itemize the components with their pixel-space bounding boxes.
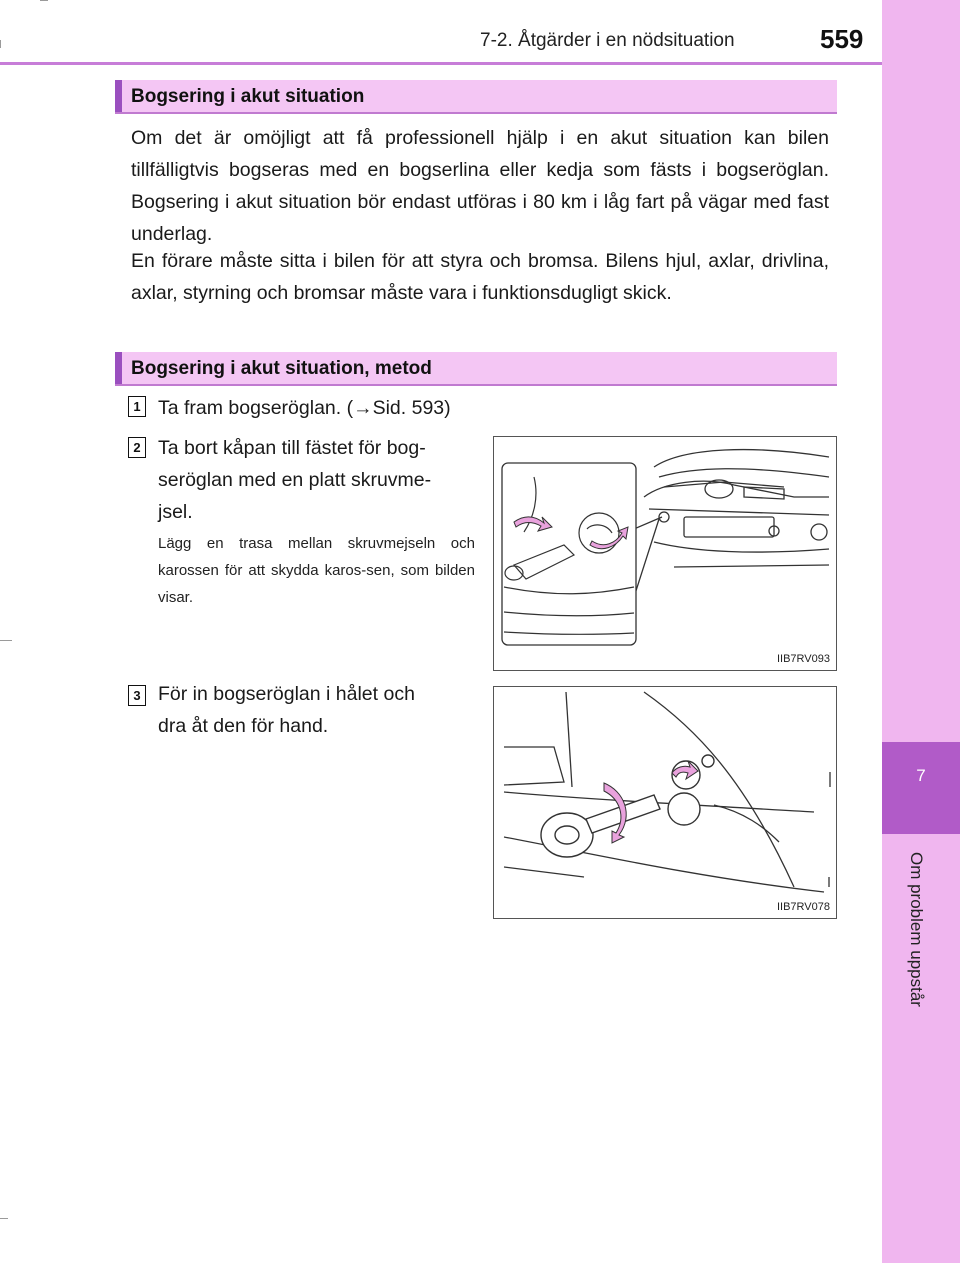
- chapter-number: 7: [916, 766, 926, 785]
- chapter-title: Om problem uppstår: [907, 852, 926, 1007]
- header-rule: [0, 62, 882, 65]
- crop-mark: [0, 40, 1, 48]
- crop-mark: [0, 640, 12, 641]
- body-paragraph: En förare måste sitta i bilen för att styra och bromsa. Bilens hjul, axlar, drivlina, axlar, styrning och bromsar måste vara i funktionsdugligt skick.: [131, 250, 829, 304]
- header-section-title: 7-2. Åtgärder i en nödsituation: [480, 30, 735, 51]
- section-heading: [115, 352, 837, 386]
- section-heading-accent: [115, 80, 122, 112]
- step-text: För in bogseröglan i hålet och dra åt den för hand.: [158, 683, 415, 737]
- figure-install-tow-eyelet: [493, 686, 837, 919]
- page-number: 559: [820, 24, 864, 54]
- step-number: 2: [128, 437, 146, 458]
- chapter-number-box: [882, 742, 960, 834]
- chapter-tab-strip: [882, 0, 960, 1263]
- step-text: Ta fram bogseröglan. (→Sid. 593): [158, 397, 451, 419]
- tow-eyelet-illustration: [494, 687, 837, 919]
- crop-mark: [0, 1218, 8, 1219]
- crop-mark: [40, 0, 48, 1]
- figure-id: IIB7RV078: [776, 901, 830, 913]
- step-note: Lägg en trasa mellan skruvmejseln och karossen för att skydda karos-sen, som bilden visar.: [158, 535, 475, 606]
- section-heading-text: Bogsering i akut situation: [131, 86, 365, 107]
- step-number: 1: [128, 396, 146, 417]
- section-heading-text: Bogsering i akut situation, metod: [131, 358, 432, 379]
- figure-id: IIB7RV093: [776, 653, 830, 665]
- section-heading: [115, 80, 837, 114]
- body-paragraph: Om det är omöjligt att få professionell hjälp i en akut situation kan bilen tillfälligtvis bogseras med en bogserlina eller kedja som fästs i bogseröglan. Bogsering i akut situation bör endast utföras i 80 km i låg fart på vägar med fast underlag.: [131, 127, 829, 245]
- figure-remove-cover: [493, 436, 837, 671]
- car-front-screwdriver-illustration: [494, 437, 837, 671]
- step-text: Ta bort kåpan till fästet för bog- seröglan med en platt skruvme- jsel.: [158, 437, 432, 523]
- step-number: 3: [128, 685, 146, 706]
- section-heading-accent: [115, 352, 122, 384]
